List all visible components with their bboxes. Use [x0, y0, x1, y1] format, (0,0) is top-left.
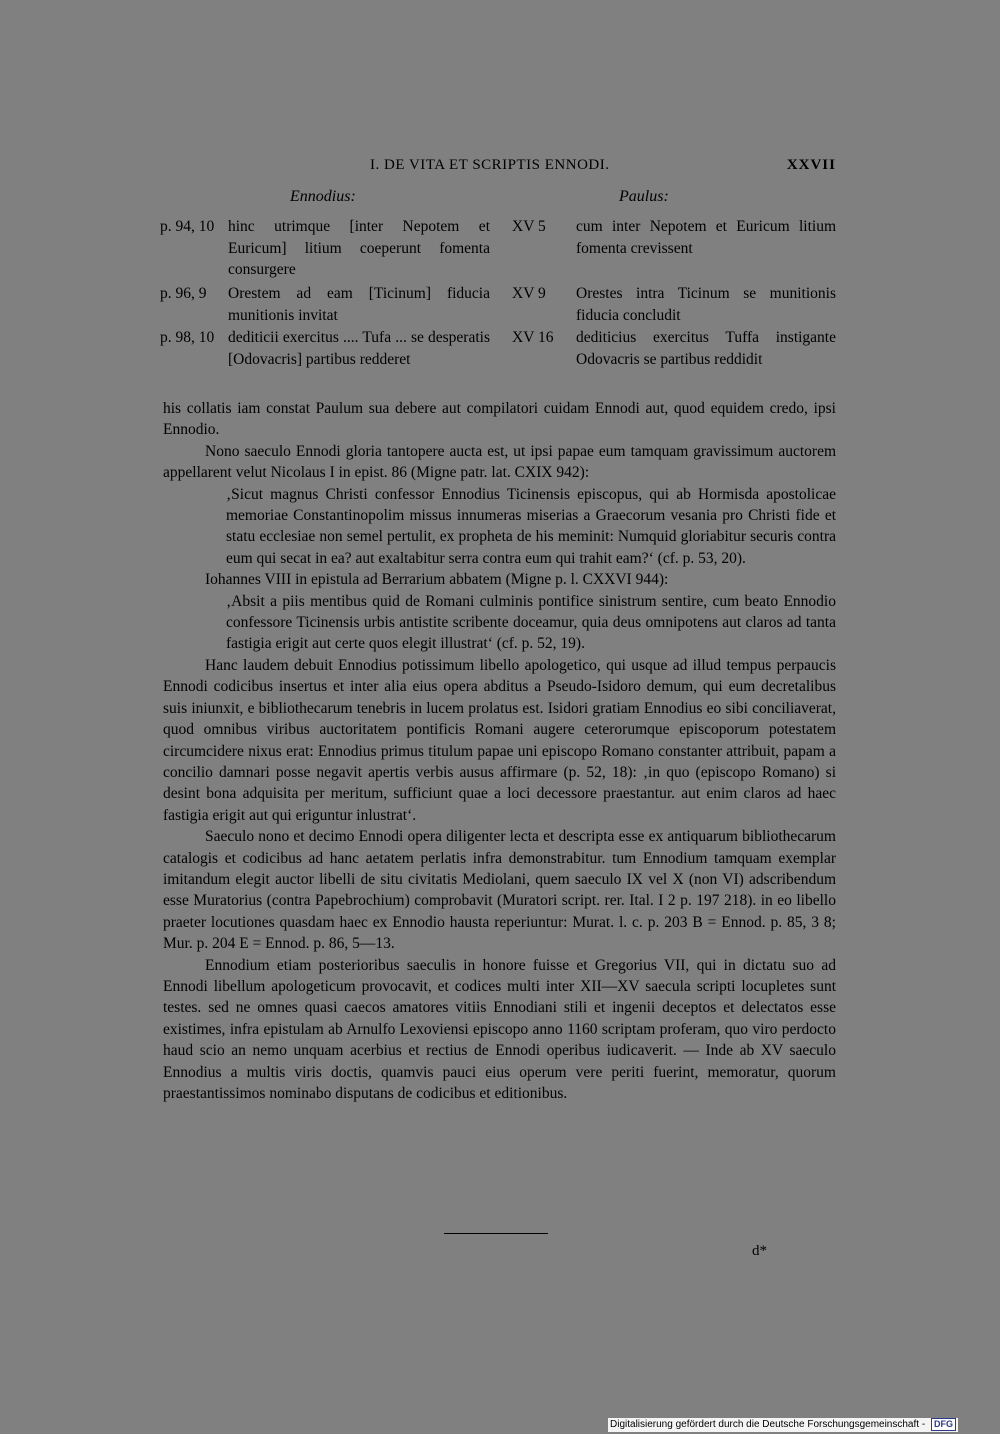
- signature-mark: d*: [752, 1243, 767, 1259]
- section-rule: [444, 1233, 548, 1234]
- column-heading-paulus: Paulus:: [619, 188, 669, 205]
- comparison-paulus-text: dediticius exercitus Tuffa instigante Odovacris se partibus reddidit: [576, 329, 836, 368]
- comparison-ref: p. 98, 10: [160, 329, 215, 346]
- comparison-paulus-text: Orestes intra Ticinum se munitionis fiducia concludit: [576, 285, 836, 324]
- comparison-paulus-text: cum inter Nepotem et Euricum litium fomenta crevissent: [576, 218, 836, 257]
- paragraph: Saeculo nono et decimo Ennodi opera diligenter lecta et descripta esse ex antiquarum bibliothecarum catalogis et codicibus ad hanc aetatem perlatis infra demonstrabitur. tum Ennodium tamquam exemplar imitandum elegit auctor libelli de situ civitatis Mediolani, quem saeculo IX vel X (non VI) adscribendum esse Muratorius (contra Papebrochium) comprobavit (Muratori script. rer. Ital. I 2 p. 197 218). in eo libello praeter locutiones quasdam haec ex Ennodio hausta reperiuntur: Murat. l. c. p. 203 B = Ennod. p. 85, 3 8; Mur. p. 204 E = Ennod. p. 86, 5—13.: [163, 828, 836, 953]
- dfg-logo-icon: DFG: [931, 1418, 956, 1431]
- quotation: ‚Absit a piis mentibus quid de Romani culminis pontifice sinistrum sentire, cum beato Ennodio confessore Ticinensis urbis antistite scribente doceamur, quia deus omnipotens aut claros ad tanta fastigia erigit aut certe quos elegit illustrat‘ (cf. p. 52, 19).: [226, 592, 836, 653]
- comparison-paulus-ref: XV 5: [512, 218, 546, 235]
- running-title: I. DE VITA ET SCRIPTIS ENNODI.: [370, 157, 610, 173]
- body-text: [163, 398, 836, 1104]
- running-header: [370, 157, 836, 174]
- paragraph: Ennodium etiam posterioribus saeculis in honore fuisse et Gregorius VII, qui in dictatu suo ad Ennodi libellum apologeticum provocavit, et codices multi inter XII—XV saecula scripti locupletes sunt testes. sed ne omnes quasi caecos amatores vitiis Ennodiani stili et ingenii deceptos et delectatos esse existimes, infra epistulam ab Arnulfo Lexoviensi episcopo anno 1160 scriptam proferam, quo viro perdocto haud scio an nemo unquam acerbius et rectius de Ennodi operibus iudicaverit. — Inde ab XV saeculo Ennodius a multis viris doctis, quamvis pauci eius operum vere periti fuerint, memoratur, quorum praestantissimos nominabo disputans de codicibus et editionibus.: [163, 956, 836, 1102]
- paragraph: his collatis iam constat Paulum sua debere aut compilatori cuidam Ennodi aut, quod equidem credo, ipsi Ennodio.: [163, 400, 836, 439]
- digitization-footer: [608, 1418, 958, 1432]
- paragraph: Nono saeculo Ennodi gloria tantopere aucta est, ut ipsi papae eum tamquam gravissimum auctorem appellarent velut Nicolaus I in epist. 86 (Migne patr. lat. CXIX 942):: [163, 442, 836, 482]
- comparison-ennodius-text: dediticii exercitus .... Tufa ... se desperatis [Odovacris] partibus redderet: [228, 329, 490, 368]
- comparison-ref: p. 96, 9: [160, 285, 207, 302]
- paragraph: Iohannes VIII in epistula ad Berrarium abbatem (Migne p. l. CXXVI 944):: [205, 571, 669, 589]
- comparison-paulus-ref: XV 9: [512, 285, 546, 302]
- quotation: ‚Sicut magnus Christi confessor Ennodius Ticinensis episcopus, qui ab Hormisda apostolicae memoriae Constantinopolim missus innumeras miserias a Graecorum vesania pro Christi fide et statu ecclesiae non semel pertulit, ex propheta de his meminit: Numquid gloriabitur securis contra eum qui secat in ea? aut exaltabitur serra contra eum qui trahit eam?‘ (cf. p. 53, 20).: [226, 485, 836, 567]
- footer-text: Digitalisierung gefördert durch die Deutsche Forschungsgemeinschaft -: [610, 1419, 926, 1430]
- column-headings: [160, 188, 836, 212]
- paragraph: Hanc laudem debuit Ennodius potissimum libello apologetico, qui usque ad illud tempus perpaucis Ennodi codicibus insertus et inter alia eius opera abditus a Pseudo-Isidoro demum, qui eum decretalibus suis iniunxit, e bibliothecarum tenebris in lucem prolatus est. Isidori gratiam Ennodius eo sibi conciliaverat, quod omnibus viribus auctoritatem pontificis Romani augere ceterorumque episcoporum potestatem circumcidere nixus erat: Ennodius primus titulum papae uni episcopo Romano constanter attribuit, papam a concilio damnari posse negavit apertis verbis ausus affirmare (p. 52, 18): ‚in quo (episcopo Romano) si desint bona adquisita per meritum, sufficiunt quae a loci decessore praestantur. aut enim claros ad haec fastigia erigit aut qui eriguntur inlustrat‘.: [163, 656, 836, 824]
- comparison-paulus-ref: XV 16: [512, 329, 554, 346]
- page-number: XXVII: [786, 157, 836, 173]
- comparison-ennodius-text: Orestem ad eam [Ticinum] fiducia munitionis invitat: [228, 285, 490, 324]
- comparison-ref: p. 94, 10: [160, 218, 215, 235]
- comparison-ennodius-text: hinc utrimque [inter Nepotem et Euricum] litium coeperunt fomenta consurgere: [228, 218, 490, 278]
- column-heading-ennodius: Ennodius:: [290, 188, 356, 205]
